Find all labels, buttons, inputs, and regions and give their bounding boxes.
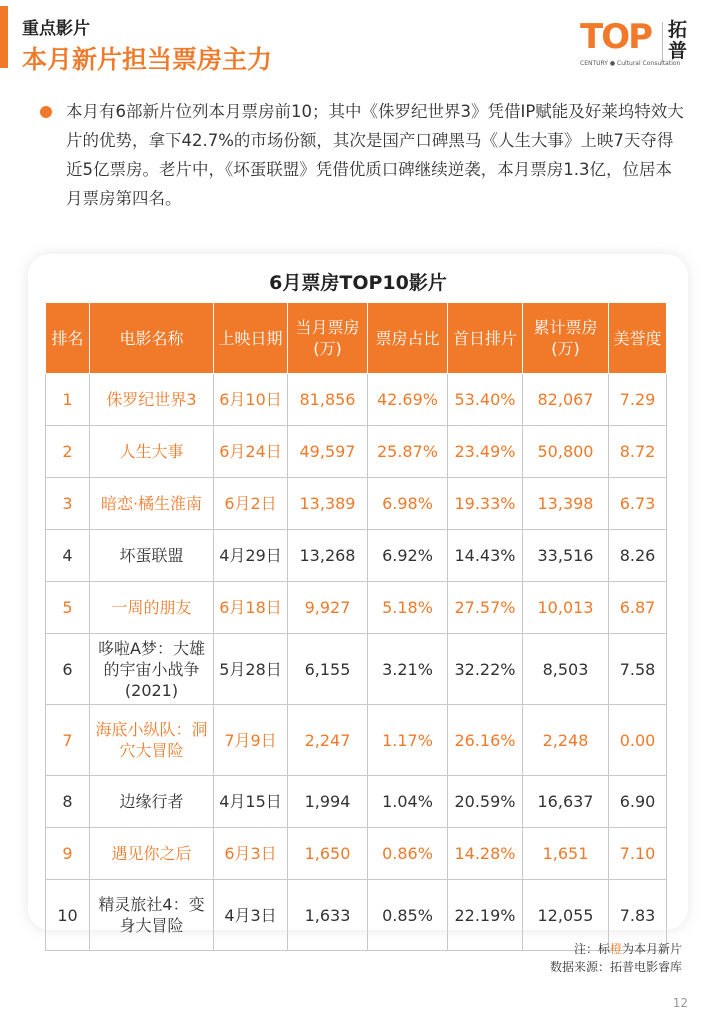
- page-title: 本月新片担当票房主力: [22, 45, 273, 74]
- release-date-cell: 6月2日: [214, 478, 288, 530]
- film-name-cell: 坏蛋联盟: [90, 530, 214, 582]
- column-header: 上映日期: [214, 303, 288, 374]
- top-logo: [580, 18, 690, 78]
- rating-cell: 7.58: [609, 634, 667, 705]
- section-subtitle: 重点影片: [22, 19, 90, 39]
- monthly-box-office-cell: 1,633: [288, 880, 368, 951]
- release-date-cell: 6月3日: [214, 828, 288, 880]
- share-cell: 3.21%: [368, 634, 448, 705]
- total-box-office-cell: 12,055: [523, 880, 609, 951]
- first-day-screening-cell: 14.43%: [448, 530, 523, 582]
- rank-cell: 3: [46, 478, 90, 530]
- release-date-cell: 6月24日: [214, 426, 288, 478]
- rank-cell: 1: [46, 374, 90, 426]
- rank-cell: 10: [46, 880, 90, 951]
- first-day-screening-cell: 23.49%: [448, 426, 523, 478]
- total-box-office-cell: 8,503: [523, 634, 609, 705]
- table-row: [46, 634, 667, 705]
- monthly-box-office-cell: 9,927: [288, 582, 368, 634]
- rating-cell: 8.72: [609, 426, 667, 478]
- first-day-screening-cell: 53.40%: [448, 374, 523, 426]
- film-name-cell: 侏罗纪世界3: [90, 374, 214, 426]
- summary-paragraph: 本月有6部新片位列本月票房前10；其中《侏罗纪世界3》凭借IP赋能及好莱坞特效大片的优势，拿下42.7%的市场份额，其次是国产口碑黑马《人生大事》上映7天夺得近5亿票房。老片中，《坏蛋联盟》凭借优质口碑继续逆袭，本月票房1.3亿，位居本月票房第四名。: [66, 102, 684, 208]
- rating-cell: 7.29: [609, 374, 667, 426]
- page-number: 12: [672, 996, 688, 1010]
- share-cell: 1.17%: [368, 705, 448, 776]
- logo-tagline: CENTURY ● Cultural Consultation: [580, 60, 681, 67]
- first-day-screening-cell: 22.19%: [448, 880, 523, 951]
- data-source: 数据来源：拓普电影睿库: [549, 960, 682, 974]
- rating-cell: 6.87: [609, 582, 667, 634]
- rank-cell: 8: [46, 776, 90, 828]
- total-box-office-cell: 2,248: [523, 705, 609, 776]
- film-name-cell: 哆啦A梦：大雄的宇宙小战争(2021): [90, 634, 214, 705]
- film-name-cell: 边缘行者: [90, 776, 214, 828]
- share-cell: 42.69%: [368, 374, 448, 426]
- first-day-screening-cell: 20.59%: [448, 776, 523, 828]
- title-accent-bar: [0, 6, 8, 68]
- release-date-cell: 7月9日: [214, 705, 288, 776]
- total-box-office-cell: 13,398: [523, 478, 609, 530]
- first-day-screening-cell: 14.28%: [448, 828, 523, 880]
- total-box-office-cell: 82,067: [523, 374, 609, 426]
- rank-cell: 2: [46, 426, 90, 478]
- monthly-box-office-cell: 13,389: [288, 478, 368, 530]
- column-header: 首日排片: [448, 303, 523, 374]
- note-prefix: 注：标: [573, 942, 610, 956]
- logo-divider: [662, 22, 663, 62]
- film-name-cell: 精灵旅社4：变身大冒险: [90, 880, 214, 951]
- release-date-cell: 4月3日: [214, 880, 288, 951]
- release-date-cell: 5月28日: [214, 634, 288, 705]
- release-date-cell: 4月29日: [214, 530, 288, 582]
- total-box-office-cell: 33,516: [523, 530, 609, 582]
- monthly-box-office-cell: 13,268: [288, 530, 368, 582]
- column-header: 排名: [46, 303, 90, 374]
- share-cell: 6.98%: [368, 478, 448, 530]
- first-day-screening-cell: 26.16%: [448, 705, 523, 776]
- share-cell: 0.86%: [368, 828, 448, 880]
- column-header: 当月票房(万): [288, 303, 368, 374]
- release-date-cell: 4月15日: [214, 776, 288, 828]
- monthly-box-office-cell: 81,856: [288, 374, 368, 426]
- monthly-box-office-cell: 49,597: [288, 426, 368, 478]
- table-row: [46, 478, 667, 530]
- legend-note: [550, 940, 682, 958]
- rank-cell: 7: [46, 705, 90, 776]
- first-day-screening-cell: 32.22%: [448, 634, 523, 705]
- footnote: [550, 940, 682, 976]
- release-date-cell: 6月10日: [214, 374, 288, 426]
- table-title: 6月票房TOP10影片: [269, 272, 447, 294]
- logo-chinese-name: 拓普: [668, 19, 688, 62]
- release-date-cell: 6月18日: [214, 582, 288, 634]
- monthly-box-office-cell: 6,155: [288, 634, 368, 705]
- table-body: [46, 374, 667, 951]
- film-name-cell: 暗恋·橘生淮南: [90, 478, 214, 530]
- rank-cell: 6: [46, 634, 90, 705]
- rating-cell: 7.83: [609, 880, 667, 951]
- share-cell: 25.87%: [368, 426, 448, 478]
- share-cell: 6.92%: [368, 530, 448, 582]
- rank-cell: 4: [46, 530, 90, 582]
- rating-cell: 7.10: [609, 828, 667, 880]
- table-row: [46, 530, 667, 582]
- note-highlight: 橙: [609, 942, 622, 956]
- table-row: [46, 374, 667, 426]
- logo-mark: TOP: [580, 17, 652, 57]
- note-suffix: 为本月新片: [621, 942, 682, 956]
- film-name-cell: 人生大事: [90, 426, 214, 478]
- share-cell: 0.85%: [368, 880, 448, 951]
- rating-cell: 8.26: [609, 530, 667, 582]
- rank-cell: 9: [46, 828, 90, 880]
- column-header: 票房占比: [368, 303, 448, 374]
- monthly-box-office-cell: 1,650: [288, 828, 368, 880]
- rating-cell: 6.73: [609, 478, 667, 530]
- share-cell: 5.18%: [368, 582, 448, 634]
- column-header: 电影名称: [90, 303, 214, 374]
- total-box-office-cell: 10,013: [523, 582, 609, 634]
- column-header: 美誉度: [609, 303, 667, 374]
- total-box-office-cell: 1,651: [523, 828, 609, 880]
- table-card: [28, 254, 688, 935]
- rating-cell: 6.90: [609, 776, 667, 828]
- rating-cell: 0.00: [609, 705, 667, 776]
- table-row: [46, 828, 667, 880]
- first-day-screening-cell: 27.57%: [448, 582, 523, 634]
- column-header: 累计票房(万): [523, 303, 609, 374]
- total-box-office-cell: 16,637: [523, 776, 609, 828]
- first-day-screening-cell: 19.33%: [448, 478, 523, 530]
- table-row: [46, 705, 667, 776]
- table-row: [46, 582, 667, 634]
- share-cell: 1.04%: [368, 776, 448, 828]
- film-name-cell: 一周的朋友: [90, 582, 214, 634]
- bullet-dot-icon: [40, 106, 52, 118]
- film-name-cell: 遇见你之后: [90, 828, 214, 880]
- table-row: [46, 776, 667, 828]
- monthly-box-office-cell: 2,247: [288, 705, 368, 776]
- table-header-row: [46, 303, 667, 374]
- box-office-table: [45, 302, 667, 951]
- monthly-box-office-cell: 1,994: [288, 776, 368, 828]
- total-box-office-cell: 50,800: [523, 426, 609, 478]
- rank-cell: 5: [46, 582, 90, 634]
- film-name-cell: 海底小纵队：洞穴大冒险: [90, 705, 214, 776]
- table-row: [46, 426, 667, 478]
